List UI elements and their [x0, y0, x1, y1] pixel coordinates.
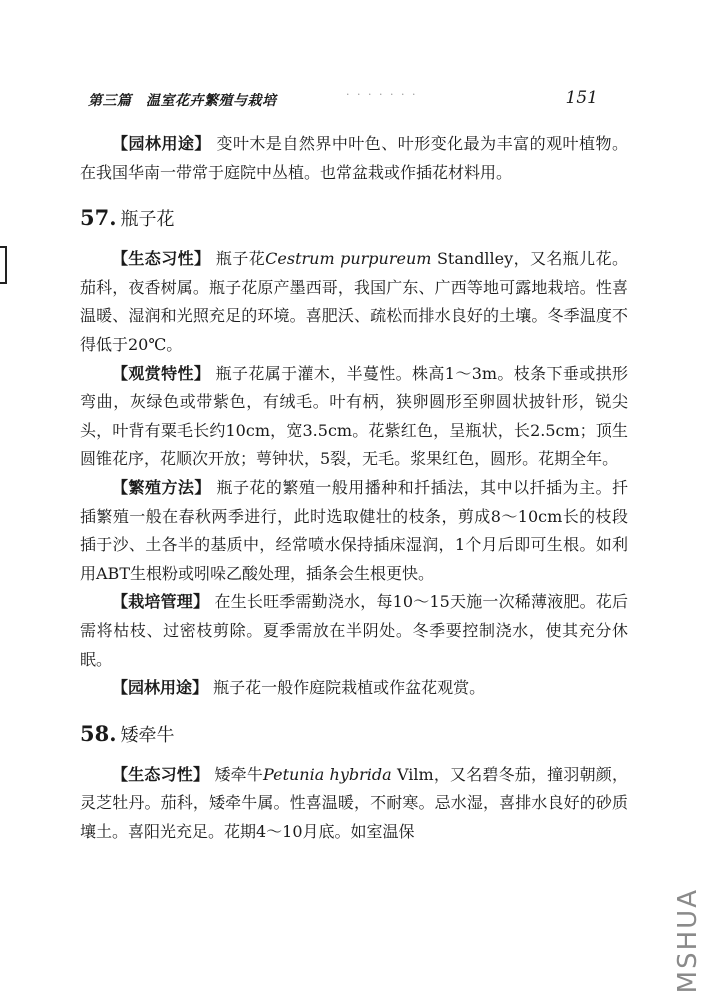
- paragraph-text: Vilm，又名碧冬茄，撞羽朝颜，灵芝牡丹。茄科，矮牵牛属。性喜温暖，不耐寒。忌水湿，喜排水良好的砂质壤土。喜阳光充足。花期4～10月底。如室温保: [80, 764, 628, 841]
- section-title: 矮牵牛: [120, 724, 175, 746]
- paragraph-text: 瓶子花的繁殖一般用播种和扦插法，其中以扦插为主。扦插繁殖一般在春秋两季进行，此时选取健壮的枝条，剪成8～10cm长的枝段插于沙、土各半的基质中，经常喷水保持插床湿润，1个月后即可生根。如利用ABT生根粉或吲哚乙酸处理，插条会生根更快。: [80, 477, 628, 583]
- paragraph: [80, 674, 628, 703]
- header-dots: · · · · · · ·: [346, 88, 418, 101]
- paragraph-tag: 【栽培管理】: [112, 592, 210, 612]
- gutter-bracket: [0, 246, 7, 284]
- running-head: 第三篇 温室花卉繁殖与栽培: [88, 93, 277, 109]
- page-number: 151: [565, 88, 598, 108]
- section-heading-58: [80, 721, 628, 747]
- paragraph-tag: 【生态习性】: [112, 249, 211, 269]
- watermark: MSHUA: [673, 887, 703, 993]
- paragraph-tag: 【园林用途】: [112, 134, 211, 153]
- latin-name: Cestrum purpureum: [265, 249, 432, 269]
- page-header: [88, 88, 608, 112]
- paragraph: [80, 360, 628, 474]
- paragraph-text: 变叶木是自然界中叶色、叶形变化最为丰富的观叶植物。在我国华南一带常于庭院中丛植。也常盆栽或作插花材料用。: [80, 134, 628, 182]
- intro-paragraph: [80, 130, 628, 187]
- paragraph-tag: 【生态习性】: [112, 764, 210, 784]
- latin-name: Petunia hybrida: [263, 764, 392, 784]
- section-number: 58.: [80, 720, 117, 746]
- paragraph-text: 在生长旺季需勤浇水，每10～15天施一次稀薄液肥。花后需将枯枝、过密枝剪除。夏季需放在半阴处。冬季要控制浇水，使其充分休眠。: [80, 592, 628, 669]
- paragraph-tag: 【观赏特性】: [112, 363, 211, 383]
- paragraph: [80, 588, 628, 674]
- section-number: 57.: [80, 205, 117, 231]
- paragraph: [80, 761, 628, 847]
- paragraph-text: 瓶子花属于灌木，半蔓性。株高1～3m。枝条下垂或拱形弯曲，灰绿色或带紫色，有绒毛。叶有柄，狭卵圆形至卵圆状披针形，锐尖头，叶背有粟毛长约10cm，宽3.5cm。花紫红色，呈瓶状，长2.5cm；顶生圆锥花序，花顺次开放；萼钟状，5裂，无毛。浆果红色，圆形。花期全年。: [80, 363, 628, 469]
- section-heading-57: [80, 205, 628, 231]
- paragraph: [80, 474, 628, 588]
- paragraph-prefix: 瓶子花: [215, 249, 266, 269]
- page-body: [80, 130, 628, 846]
- paragraph-text: 瓶子花一般作庭院栽植或作盆花观赏。: [213, 678, 486, 698]
- paragraph: [80, 245, 628, 359]
- paragraph-tag: 【园林用途】: [112, 678, 209, 698]
- paragraph-text: Standlley，又名瓶儿花。茄科，夜香树属。瓶子花原产墨西哥，我国广东、广西等地可露地栽培。性喜温暖、湿润和光照充足的环境。喜肥沃、疏松而排水良好的土壤。冬季温度不得低于20℃。: [80, 249, 628, 354]
- paragraph-tag: 【繁殖方法】: [112, 477, 211, 497]
- section-title: 瓶子花: [120, 209, 175, 231]
- paragraph-prefix: 矮牵牛: [214, 764, 264, 784]
